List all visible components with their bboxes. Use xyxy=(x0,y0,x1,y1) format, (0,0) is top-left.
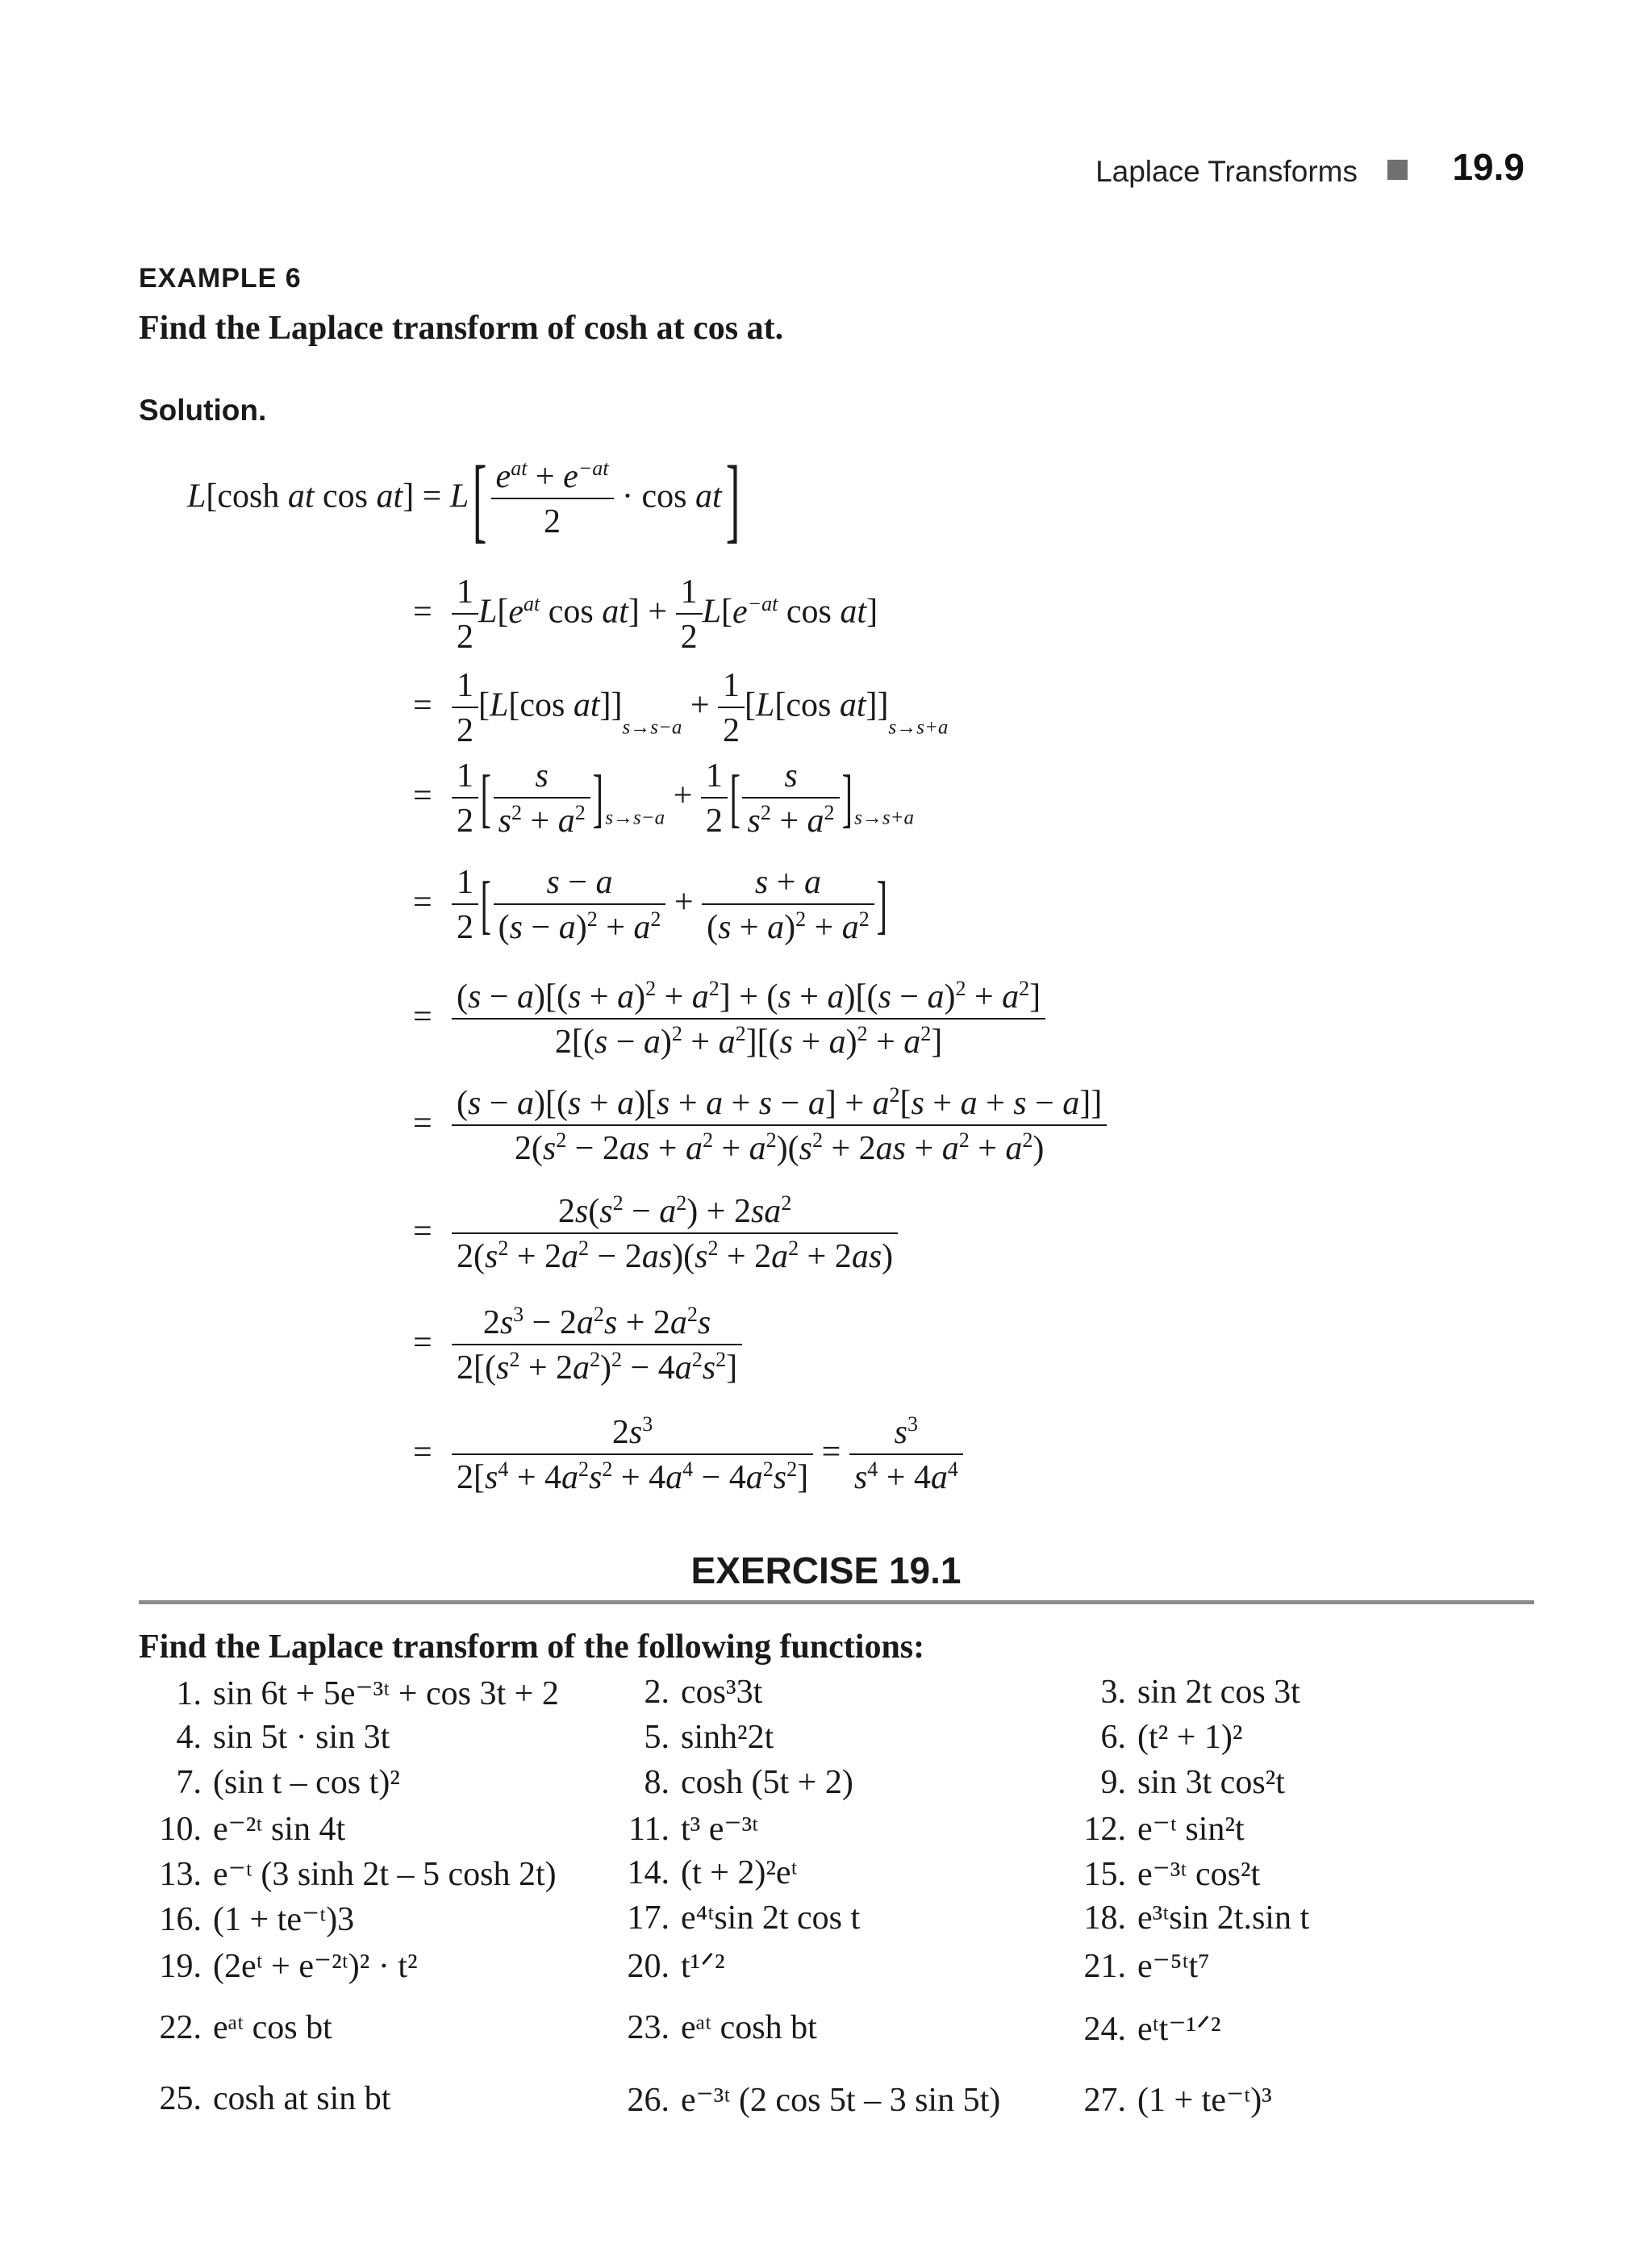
exercise-item-expression: cosh at sin bt xyxy=(213,2080,391,2117)
exercise-item xyxy=(1063,1808,1245,1849)
exercise-item-expression: e⁻⁵ᵗt⁷ xyxy=(1137,1948,1210,1985)
exercise-item xyxy=(1063,1673,1300,1712)
exercise-item-expression: (1 + te⁻ᵗ)3 xyxy=(213,1901,355,1938)
exercise-item xyxy=(139,2079,390,2118)
exercise-item-number: 25. xyxy=(159,2080,202,2117)
exercise-divider xyxy=(139,1600,1534,1604)
derivation-line-6: = $\frac{(s - a)[(s + a)^2 + a^2] + (s + a)[(s - a)^2 + a^2]}{2[(s - a)^2 + a^2][(s + a)^2 + a^2]}$ xyxy=(413,978,1045,1061)
exercise-item-expression: cos³3t xyxy=(681,1674,763,1711)
exercise-item-expression: sin 5t · sin 3t xyxy=(213,1719,390,1756)
page-number: 19.9 xyxy=(1452,146,1525,188)
exercise-item-number: 19. xyxy=(159,1948,202,1985)
exercise-item xyxy=(1063,1854,1260,1894)
solution-label: Solution. xyxy=(139,394,267,427)
exercise-title: EXERCISE 19.1 xyxy=(690,1549,962,1591)
exercise-item-expression: e⁻³ᵗ cos²t xyxy=(1137,1856,1261,1893)
exercise-item-number: 13. xyxy=(159,1856,202,1893)
exercise-item-expression: e⁴ᵗsin 2t cos t xyxy=(681,1899,861,1937)
derivation-line-1: L[cosh at cos at] = L[ $\frac{e^{at} + e^{-at}}{2}$ · cos at] xyxy=(187,446,740,552)
exercise-item-number: 15. xyxy=(1083,1856,1126,1893)
exercise-item xyxy=(139,1945,418,1986)
exercise-item xyxy=(607,1854,798,1892)
derivation-line-5: = $\frac{1}{2}$ [ $\frac{s - a}{(s - a)^2 + a^2}$ + $\frac{s + a}{(s + a)^2 + a^2}$ ] xyxy=(413,864,887,946)
exercise-item-expression: (t² + 1)² xyxy=(1137,1719,1243,1756)
derivation-line-3: = $\frac{1}{2}$ [L[cos $at]]_{s\to s-a}$ + $\frac{1}{2}$ [L[cos $at]]_{s\to s+a}$ xyxy=(413,667,949,749)
exercise-item-number: 18. xyxy=(1083,1899,1126,1937)
exercise-item xyxy=(139,1673,559,1713)
exercise-item xyxy=(139,1718,390,1757)
exercise-item-number: 5. xyxy=(644,1719,670,1756)
exercise-item-number: 10. xyxy=(159,1811,202,1848)
exercise-item-number: 23. xyxy=(627,2009,670,2046)
running-header xyxy=(0,145,1525,194)
exercise-item-expression: sin 3t cos²t xyxy=(1137,1764,1285,1801)
exercise-item-number: 1. xyxy=(176,1675,202,1712)
exercise-item-number: 4. xyxy=(176,1719,202,1756)
exercise-item xyxy=(139,1854,557,1894)
exercise-item-expression: eᵃᵗ cosh bt xyxy=(681,2009,817,2046)
square-bullet-icon xyxy=(1387,160,1408,180)
exercise-item xyxy=(607,1808,758,1849)
exercise-item-number: 26. xyxy=(627,2082,670,2119)
exercise-item xyxy=(139,1899,354,1939)
exercise-item-expression: e⁻ᵗ (3 sinh 2t – 5 cosh 2t) xyxy=(213,1856,557,1893)
exercise-item-expression: e⁻²ᵗ sin 4t xyxy=(213,1811,346,1848)
exercise-item-expression: cosh (5t + 2) xyxy=(681,1764,853,1801)
exercise-item xyxy=(607,1899,860,1937)
exercise-item-number: 17. xyxy=(627,1899,670,1937)
exercise-item xyxy=(139,1808,345,1849)
exercise-item-number: 16. xyxy=(159,1901,202,1938)
exercise-item-expression: (t + 2)²eᵗ xyxy=(681,1854,798,1891)
exercise-item-number: 8. xyxy=(644,1764,670,1801)
exercise-item-expression: sin 6t + 5e⁻³ᵗ + cos 3t + 2 xyxy=(213,1675,559,1712)
exercise-item-expression: t³ e⁻³ᵗ xyxy=(681,1811,759,1848)
exercise-item-number: 24. xyxy=(1083,2011,1126,2048)
exercise-item-number: 11. xyxy=(628,1811,670,1848)
exercise-item-expression: (2eᵗ + e⁻²ᵗ)² · t² xyxy=(213,1948,418,1985)
exercise-item-expression: e³ᵗsin 2t.sin t xyxy=(1137,1899,1310,1937)
exercise-item-number: 6. xyxy=(1100,1719,1126,1756)
exercise-item-number: 27. xyxy=(1083,2082,1126,2119)
exercise-item-number: 22. xyxy=(159,2009,202,2046)
exercise-item xyxy=(139,1763,400,1802)
exercise-item xyxy=(607,2008,817,2047)
example-problem: Find the Laplace transform of cosh at cos at. xyxy=(139,310,784,347)
exercise-item xyxy=(607,1763,853,1802)
exercise-instruction: Find the Laplace transform of the following functions: xyxy=(139,1628,925,1666)
exercise-item-expression: (1 + te⁻ᵗ)³ xyxy=(1137,2082,1272,2119)
exercise-item-number: 20. xyxy=(627,1948,670,1985)
running-title: Laplace Transforms xyxy=(1095,155,1358,188)
exercise-item xyxy=(1063,2008,1220,2049)
exercise-item-expression: eᵃᵗ cos bt xyxy=(213,2009,332,2046)
exercise-item-number: 9. xyxy=(1100,1764,1126,1801)
exercise-item-expression: sinh²2t xyxy=(681,1719,774,1756)
exercise-item xyxy=(1063,1763,1285,1802)
exercise-item xyxy=(607,1945,725,1986)
exercise-item-expression: t¹ᐟ² xyxy=(681,1948,725,1985)
exercise-item-number: 21. xyxy=(1083,1948,1126,1985)
exercise-item-expression: sin 2t cos 3t xyxy=(1137,1674,1300,1711)
derivation-line-2: = $\frac{1}{2}$ $L[e^{at}$ cos at] + $\frac{1}{2}$ $L[e^{-at}$ cos at] xyxy=(413,573,878,656)
exercise-item xyxy=(1063,1899,1309,1937)
exercise-item xyxy=(1063,2079,1272,2120)
exercise-item xyxy=(1063,1718,1243,1757)
derivation-line-10: = $\frac{2s^3}{2[s^4 + 4a^2s^2 + 4a^4 - 4a^2s^2]}$ = $\frac{s^3}{s^4 + 4a^4}$ xyxy=(413,1413,963,1497)
exercise-item-expression: e⁻ᵗ sin²t xyxy=(1137,1811,1245,1848)
exercise-item xyxy=(1063,1945,1210,1986)
exercise-item-expression: (sin t – cos t)² xyxy=(213,1764,400,1801)
exercise-item-number: 2. xyxy=(644,1674,670,1711)
exercise-item xyxy=(139,2008,332,2047)
derivation-line-8: = $\frac{2s(s^2 - a^2) + 2sa^2}{2(s^2 + 2a^2 - 2as)(s^2 + 2a^2 + 2as)}$ xyxy=(413,1192,898,1276)
derivation-line-9: = $\frac{2s^3 - 2a^2s + 2a^2s}{2[(s^2 + 2a^2)^2 - 4a^2s^2]}$ xyxy=(413,1303,742,1387)
exercise-item-number: 12. xyxy=(1083,1811,1126,1848)
derivation-line-4: = $\frac{1}{2}$ [ $\frac{s}{s^2 + a^2}$ ] $_{s\to s-a}$ + $\frac{1}{2}$ [ $\frac{s}{s^2 + a^2}$ ] $_{s\to s+a}$ xyxy=(413,757,914,840)
exercise-item-expression: eᵗt⁻¹ᐟ² xyxy=(1137,2011,1221,2048)
exercise-item xyxy=(607,2079,1000,2120)
exercise-item-number: 7. xyxy=(176,1764,202,1801)
derivation-line-7: = $\frac{(s - a)[(s + a)[s + a + s - a] + a^2[s + a + s - a]]}{2(s^2 - 2as + a^2 + a^2)(s^2 + 2as + a^2 + a^2)}$ xyxy=(413,1084,1107,1168)
exercise-item-expression: e⁻³ᵗ (2 cos 5t – 3 sin 5t) xyxy=(681,2082,1001,2119)
example-label: EXAMPLE 6 xyxy=(139,263,302,294)
exercise-item-number: 3. xyxy=(1100,1674,1126,1711)
exercise-item-number: 14. xyxy=(627,1854,670,1891)
exercise-item xyxy=(607,1673,762,1712)
exercise-item xyxy=(607,1718,774,1757)
